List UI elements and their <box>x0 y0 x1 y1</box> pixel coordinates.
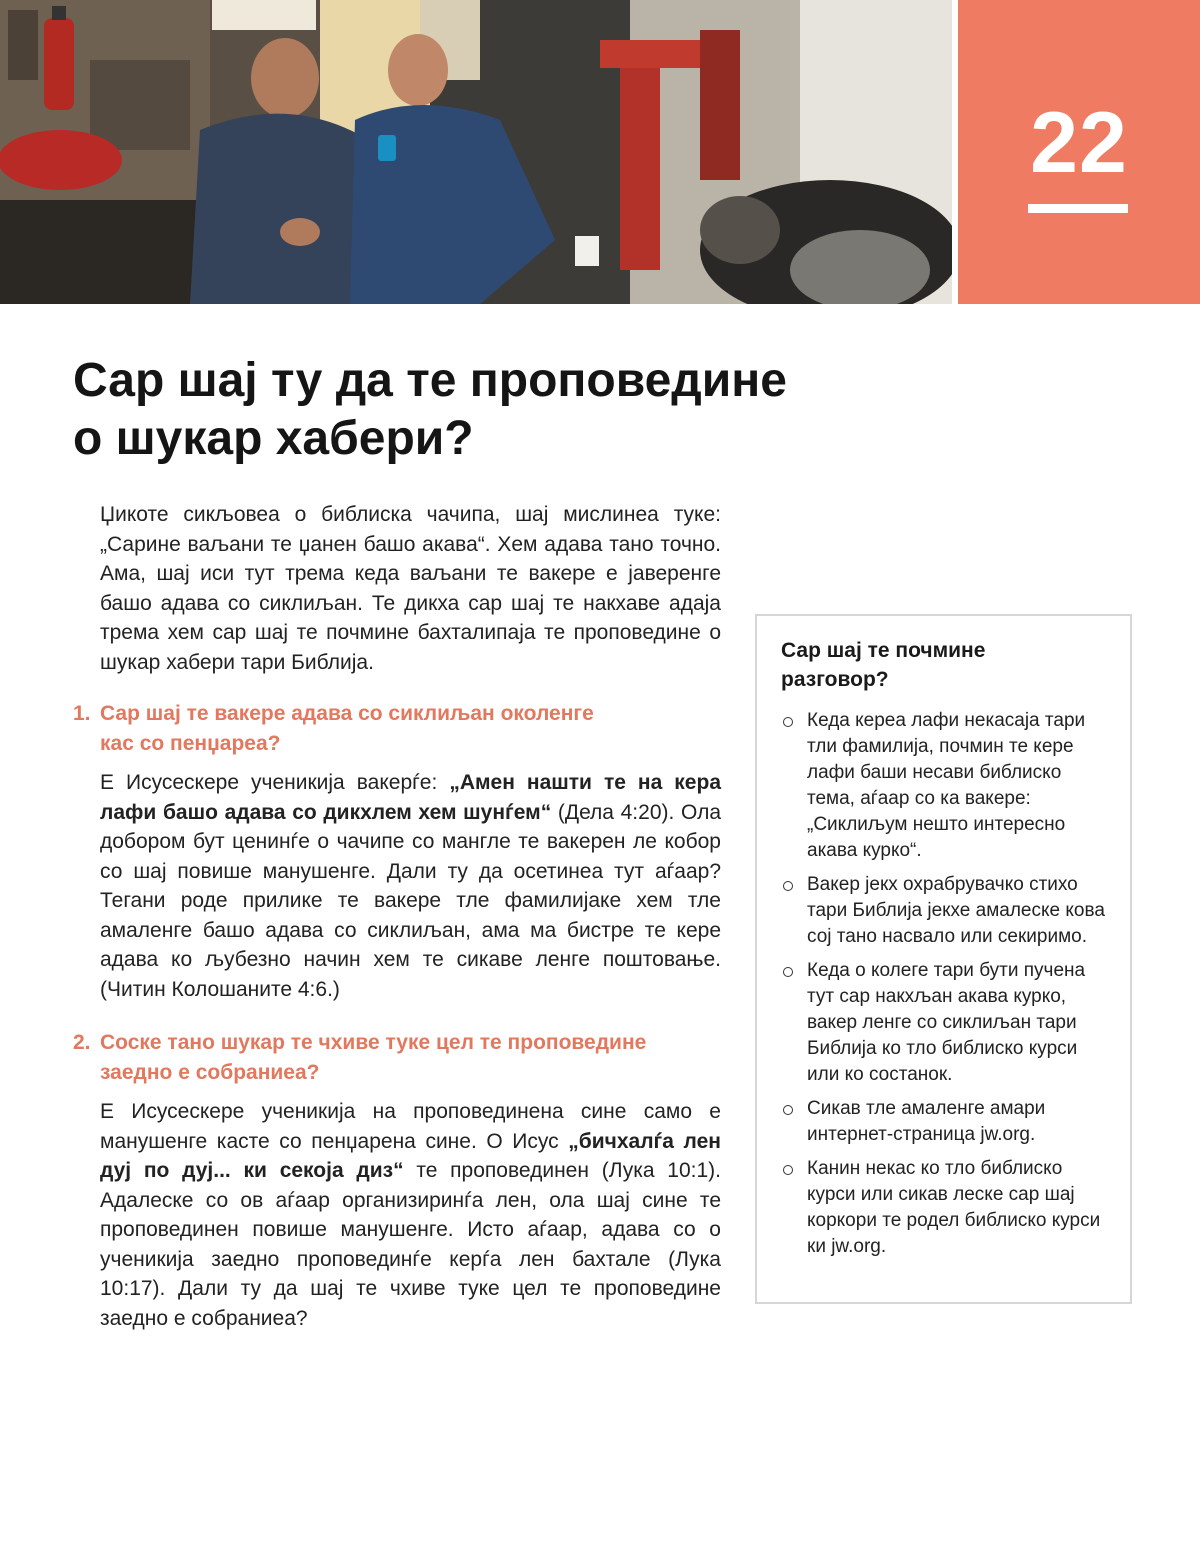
scripture-quote-2: „бичхалѓа лен дуј по дуј... ки секоја диз“ <box>100 1129 721 1182</box>
list-item: Кеда кереа лафи некасаја тари тли фамилија, почмин те кере лафи баши несави библиско тема, аѓаар со ка вакере: „Сиклиљум нешто интересно акава курко“. <box>781 708 1106 864</box>
question-number-1: 1. <box>73 702 91 725</box>
circle-bullet-icon <box>783 1105 793 1115</box>
question-paragraph-2 <box>73 1097 721 1333</box>
list-item: Вакер јекх охрабрувачко стихо тари Библија јекхе амалеске кова сој тано насвало или секиримо. <box>781 872 1106 950</box>
list-item: Кеда о колеге тари бути пучена тут сар накхљан акава курко, вакер ленге со сиклиљан тари Библија ко тло библиско курси или ко состанок. <box>781 958 1106 1088</box>
intro-paragraph: Џикоте сикљовеа о библиска чачипа, шај мислинеа туке: „Сарине ваљани те џанен башо акава“. Хем адава тано точно. Ама, шај иси тут трема кеда ваљани те вакере е јаверенге башо адава со сиклиљан. Те дикха сар шај те накхаве адаја трема хем сар шај те почмине бахталипаја те проповедине о шукар хабери тари Библија. <box>100 503 721 674</box>
question-heading-2-line2: заедно е собраниеа? <box>100 1060 320 1084</box>
question-heading-1-line1: Сар шај те вакере адава со сиклиљан околенге <box>100 702 594 725</box>
page-title-line2: о шукар хабери? <box>73 412 474 465</box>
page-title-line1: Сар шај ту да те проповедине <box>73 354 787 407</box>
scripture-quote-1: „Амен нашти те на кера лафи башо адава со дикхлем хем шунѓем“ <box>100 771 721 824</box>
question-paragraph-1-start: Е Исусескере ученикија вакерѓе: <box>100 771 450 794</box>
question-number-2: 2. <box>73 1031 91 1054</box>
question-paragraph-2-start: Е Исусескере ученикија на проповединена сине само е манушенге касте со пенџарена сине. О Исус <box>100 1100 721 1153</box>
page-title <box>73 352 893 468</box>
lesson-number-box <box>958 0 1200 304</box>
sidebar-list <box>781 708 1106 1260</box>
circle-bullet-icon <box>783 717 793 727</box>
question-section-1 <box>73 699 721 1004</box>
list-item: Канин некас ко тло библиско курси или сикав леске сар шај коркори те родел библиско курси ки jw.org. <box>781 1156 1106 1260</box>
question-section-2 <box>73 1028 721 1333</box>
circle-bullet-icon <box>783 967 793 977</box>
question-paragraph-1 <box>73 768 721 1004</box>
question-heading-1 <box>73 699 721 758</box>
question-heading-1-line2: кас со пенџареа? <box>100 731 281 755</box>
question-paragraph-1-end: (Дела 4:20). Ола добором бут ценинѓе о чачипе со мангле те вакерен ле кобор со шај повише манушенге. Дали ту да осетинеа тут аѓаар? Тегани роде прилике те вакере тле фамилијаке хем тле амаленге башо адава со сиклиљан, ама ма бистре те кере адава ко љубезно начин хем те сикаве ленге поштовање. (Читин Колошаните 4:6.) <box>100 800 721 1001</box>
question-heading-2-line1: Соске тано шукар те чхиве туке цел те проповедине <box>100 1031 647 1054</box>
sidebar-title: Сар шај те почмине разговор? <box>781 639 986 691</box>
question-paragraph-2-end: те проповединен (Лука 10:1). Адалеске со ов аѓаар организиринѓа лен, ола шај сине те проповединен повише манушенге. Исто аѓаар, адава со о ученикија заедно проповединѓе керѓа лен бахтале (Лука 10:17). Дали ту да шај те чхиве туке цел те проповедине заедно е собраниеа? <box>100 1159 722 1330</box>
question-heading-2 <box>73 1028 721 1087</box>
lesson-number-underline <box>1028 204 1128 213</box>
main-column <box>73 500 721 1333</box>
lesson-number: 22 <box>1030 95 1128 191</box>
conversation-tips-box <box>755 614 1132 1304</box>
hero-photo <box>0 0 952 304</box>
circle-bullet-icon <box>783 881 793 891</box>
list-item: Сикав тле амаленге амари интернет-страница jw.org. <box>781 1096 1106 1148</box>
circle-bullet-icon <box>783 1165 793 1175</box>
